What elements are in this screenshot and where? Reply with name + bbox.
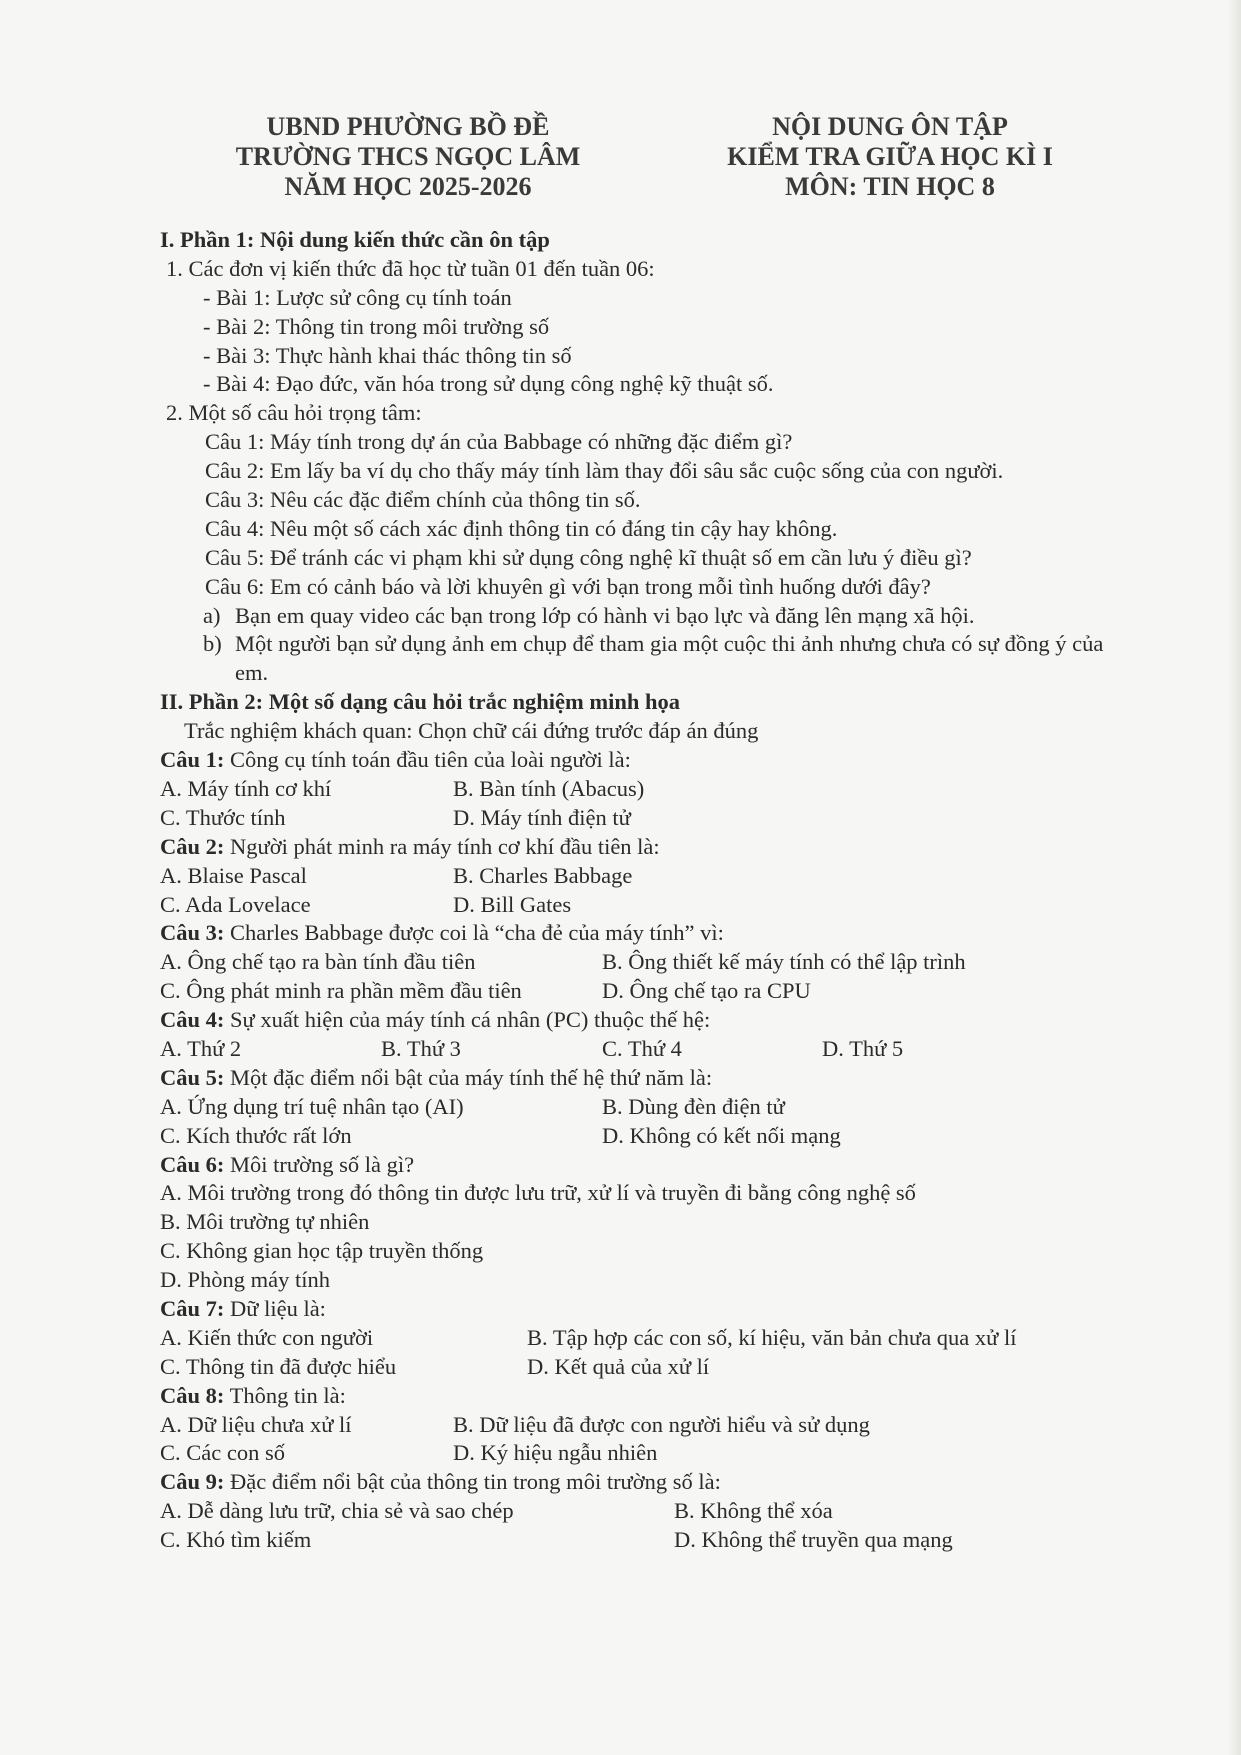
mcq-option: D. Không thể truyền qua mạng xyxy=(674,1527,953,1553)
mcq-option: C. Ada Lovelace xyxy=(160,891,311,917)
mcq-option: A. Môi trường trong đó thông tin được lưu trữ, xử lí và truyền đi bằng công nghệ số xyxy=(160,1180,916,1206)
mcq-option: B. Tập hợp các con số, kí hiệu, văn bản chưa qua xử lí xyxy=(527,1324,1017,1350)
mcq-option: A. Dữ liệu chưa xử lí xyxy=(160,1411,352,1437)
mcq-option: B. Thứ 3 xyxy=(381,1035,461,1061)
key-question: Câu 1: Máy tính trong dự án của Babbage có những đặc điểm gì? xyxy=(205,429,793,455)
question-label: Câu 5: xyxy=(160,1064,225,1090)
mcq-option: C. Thước tính xyxy=(160,804,286,830)
mcq-option: B. Dữ liệu đã được con người hiểu và sử dụng xyxy=(453,1411,870,1437)
mcq-question xyxy=(160,919,1140,948)
mcq-option: C. Kích thước rất lớn xyxy=(160,1122,352,1148)
question-label: Câu 9: xyxy=(160,1469,225,1495)
subject-name: MÔN: TIN HỌC 8 xyxy=(785,172,995,201)
option-row xyxy=(160,1411,1140,1440)
mcq-option: D. Ký hiệu ngẫu nhiên xyxy=(453,1440,658,1466)
mcq-option: D. Không có kết nối mạng xyxy=(602,1122,841,1148)
situation-item xyxy=(160,602,1140,631)
ward-name: UBND PHƯỜNG BỒ ĐỀ xyxy=(266,112,550,141)
school-info xyxy=(208,112,608,202)
unit-item: - Bài 3: Thực hành khai thác thông tin số xyxy=(203,342,572,368)
option-row xyxy=(160,1439,1140,1468)
mcq-question xyxy=(160,1468,1140,1497)
mcq-option: A. Thứ 2 xyxy=(160,1035,242,1061)
mcq-option: D. Bill Gates xyxy=(453,891,572,917)
mcq-option: B. Ông thiết kế máy tính có thể lập trình xyxy=(602,949,966,975)
mcq-question xyxy=(160,1006,1140,1035)
school-year: NĂM HỌC 2025-2026 xyxy=(284,172,532,201)
option-row xyxy=(160,1324,1140,1353)
key-question: Câu 2: Em lấy ba ví dụ cho thấy máy tính làm thay đổi sâu sắc cuộc sống của con người. xyxy=(205,458,1004,484)
mcq-instruction: Trắc nghiệm khách quan: Chọn chữ cái đứng trước đáp án đúng xyxy=(184,718,759,744)
document-header xyxy=(0,112,1241,212)
questions-heading: 2. Một số câu hỏi trọng tâm: xyxy=(166,400,422,426)
question-text: Một đặc điểm nổi bật của máy tính thế hệ thứ năm là: xyxy=(224,1064,713,1090)
question-label: Câu 3: xyxy=(160,920,225,946)
mcq-option: C. Các con số xyxy=(160,1440,285,1466)
question-text: Dữ liệu là: xyxy=(224,1296,326,1321)
key-question: Câu 5: Để tránh các vi phạm khi sử dụng công nghệ kĩ thuật số em cần lưu ý điều gì? xyxy=(205,544,972,570)
mcq-option: C. Ông phát minh ra phần mềm đầu tiên xyxy=(160,978,522,1004)
option-row xyxy=(160,1035,1140,1064)
mcq-option: B. Không thể xóa xyxy=(674,1498,833,1524)
mcq-option: B. Môi trường tự nhiên xyxy=(160,1209,370,1235)
mcq-option: A. Máy tính cơ khí xyxy=(160,775,332,801)
option-row xyxy=(160,891,1140,920)
situation-text: Một người bạn sử dụng ảnh em chụp để tham gia một cuộc thi ảnh nhưng chưa có sự đồng ý của em. xyxy=(235,631,1104,686)
mcq-option: C. Khó tìm kiếm xyxy=(160,1527,312,1553)
mcq-option: C. Thông tin đã được hiểu xyxy=(160,1353,397,1379)
units-heading: 1. Các đơn vị kiến thức đã học từ tuần 01 đến tuần 06: xyxy=(166,255,655,281)
option-row xyxy=(160,1093,1140,1122)
exam-name: KIỂM TRA GIỮA HỌC KÌ I xyxy=(727,142,1053,171)
doc-title: NỘI DUNG ÔN TẬP xyxy=(772,112,1008,141)
question-label: Câu 7: xyxy=(160,1296,225,1321)
question-label: Câu 6: xyxy=(160,1151,225,1177)
mcq-option: B. Dùng đèn điện tử xyxy=(602,1093,785,1119)
mcq-option: B. Charles Babbage xyxy=(453,862,633,888)
option-row xyxy=(160,948,1140,977)
mcq-option: A. Blaise Pascal xyxy=(160,862,307,888)
situation-mark: b) xyxy=(203,631,222,657)
mcq-option: D. Thứ 5 xyxy=(822,1035,904,1061)
mcq-question xyxy=(160,746,1140,775)
mcq-question xyxy=(160,1064,1140,1093)
unit-item: - Bài 2: Thông tin trong môi trường số xyxy=(203,313,550,339)
option-row xyxy=(160,1122,1140,1151)
option-row xyxy=(160,862,1140,891)
part2-title: II. Phần 2: Một số dạng câu hỏi trắc nghiệm minh họa xyxy=(160,689,681,715)
unit-item: - Bài 4: Đạo đức, văn hóa trong sử dụng công nghệ kỹ thuật số. xyxy=(203,371,774,397)
situation-mark: a) xyxy=(203,602,221,628)
mcq-option: B. Bàn tính (Abacus) xyxy=(453,775,645,801)
key-question: Câu 6: Em có cảnh báo và lời khuyên gì với bạn trong mỗi tình huống dưới đây? xyxy=(205,573,931,599)
scan-edge xyxy=(1227,0,1241,1755)
question-text: Sự xuất hiện của máy tính cá nhân (PC) thuộc thế hệ: xyxy=(224,1007,711,1033)
question-label: Câu 8: xyxy=(160,1382,225,1408)
mcq-question xyxy=(160,1382,1140,1411)
situation-text: Bạn em quay video các bạn trong lớp có hành vi bạo lực và đăng lên mạng xã hội. xyxy=(235,602,975,628)
question-label: Câu 1: xyxy=(160,747,225,773)
school-name: TRƯỜNG THCS NGỌC LÂM xyxy=(235,142,581,171)
mcq-option: D. Phòng máy tính xyxy=(160,1267,331,1293)
mcq-option: D. Kết quả của xử lí xyxy=(527,1353,710,1379)
mcq-option: C. Thứ 4 xyxy=(602,1035,682,1061)
question-text: Công cụ tính toán đầu tiên của loài người là: xyxy=(224,747,631,773)
exam-info xyxy=(690,112,1090,202)
option-row xyxy=(160,1497,1140,1526)
key-question: Câu 4: Nêu một số cách xác định thông tin có đáng tin cậy hay không. xyxy=(205,515,838,541)
question-text: Người phát minh ra máy tính cơ khí đầu tiên là: xyxy=(224,833,660,859)
question-text: Thông tin là: xyxy=(224,1382,346,1408)
mcq-option: C. Không gian học tập truyền thống xyxy=(160,1238,484,1264)
unit-item: - Bài 1: Lược sử công cụ tính toán xyxy=(203,284,512,310)
mcq-option: A. Dễ dàng lưu trữ, chia sẻ và sao chép xyxy=(160,1498,514,1524)
mcq-option: A. Ông chế tạo ra bàn tính đầu tiên xyxy=(160,949,476,975)
part1-title: I. Phần 1: Nội dung kiến thức cần ôn tập xyxy=(160,227,550,252)
question-text: Charles Babbage được coi là “cha đẻ của máy tính” vì: xyxy=(224,920,724,946)
question-label: Câu 4: xyxy=(160,1007,225,1033)
question-text: Môi trường số là gì? xyxy=(224,1151,415,1177)
situation-item xyxy=(160,630,1140,688)
option-row xyxy=(160,1353,1140,1382)
option-row xyxy=(160,1526,1140,1555)
mcq-option: D. Máy tính điện tử xyxy=(453,804,631,830)
option-row xyxy=(160,775,1140,804)
key-question: Câu 3: Nêu các đặc điểm chính của thông tin số. xyxy=(205,487,641,513)
mcq-question xyxy=(160,833,1140,862)
document-body xyxy=(160,226,1140,1555)
option-row xyxy=(160,804,1140,833)
question-text: Đặc điểm nổi bật của thông tin trong môi trường số là: xyxy=(224,1469,721,1495)
mcq-option: A. Kiến thức con người xyxy=(160,1324,374,1350)
mcq-option: A. Ứng dụng trí tuệ nhân tạo (AI) xyxy=(160,1093,464,1119)
option-row xyxy=(160,977,1140,1006)
mcq-option: D. Ông chế tạo ra CPU xyxy=(602,978,811,1004)
question-label: Câu 2: xyxy=(160,833,225,859)
mcq-question xyxy=(160,1295,1140,1324)
mcq-question xyxy=(160,1151,1140,1180)
